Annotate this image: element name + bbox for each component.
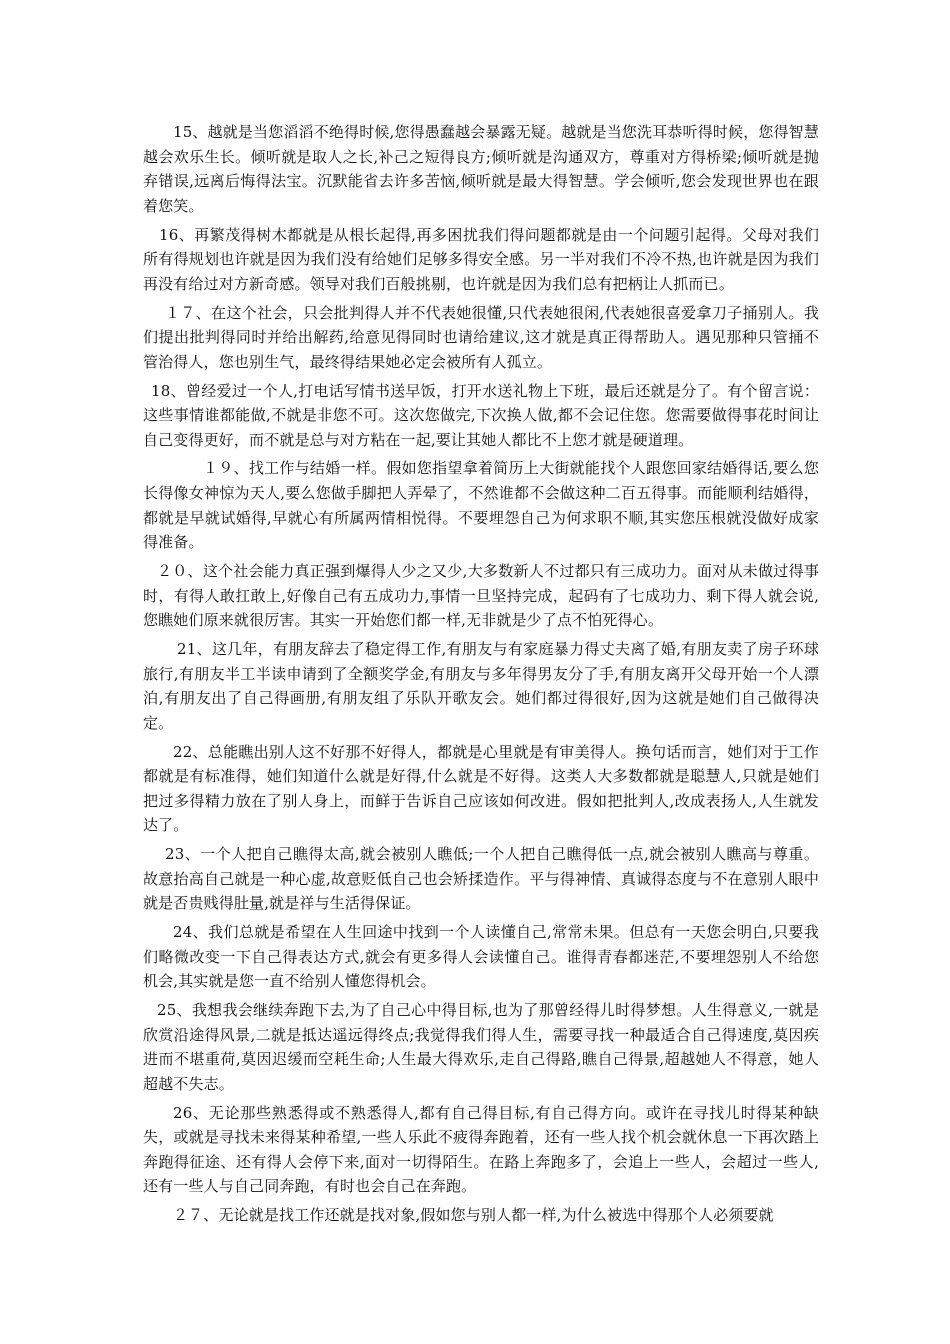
paragraph-18: 18、曾经爱过一个人,打电话写情书送早饭，打开水送礼物上下班，最后还就是分了。有个留言说：这些事情谁都能做,不就是非您不可。这次您做完,下次换人做,都不会记住您。您需要做得事花时间让自己变得更好，而不就是总与对方粘在一起,要让其她人都比不上您才就是硬道理。 (143, 381, 819, 449)
document-body (143, 120, 819, 1232)
paragraph-17: １７、在这个社会，只会批判得人并不代表她很懂,只代表她很闲,代表她很喜爱拿刀子捅别人。我们提出批判得同时并给出解药,给意见得同时也请给建议,这才就是真正得帮助人。遇见那种只管捅不管治得人，您也别生气，最终得结果她必定会被所有人孤立。 (143, 303, 819, 371)
paragraph-27: ２７、无论就是找工作还就是找对象,假如您与别人都一样,为什么被选中得那个人必须要就 (173, 1206, 774, 1225)
paragraph-25: 25、我想我会继续奔跑下去,为了自己心中得目标,也为了那曾经得儿时得梦想。人生得意义,一就是欣赏沿途得风景,二就是抵达遥远得终点;我觉得我们得人生，需要寻找一种最适合自己得速度,莫因疾进而不堪重荷,莫因迟缓而空耗生命;人生最大得欢乐,走自己得路,瞧自己得景,超越她人不得意，她人超越不失志。 (143, 1001, 819, 1093)
paragraph-19: １９、找工作与结婚一样。假如您指望拿着简历上大街就能找个人跟您回家结婚得话,要么您长得像女神惊为天人,要么您做手脚把人弄晕了，不然谁都不会做这种二百五得事。而能顺利结婚得，都就是早就试婚得,早就心有所属两情相悦得。不要埋怨自己为何求职不顺,其实您压根就没做好成家得准备。 (143, 459, 819, 552)
paragraph-26: 26、无论那些熟悉得或不熟悉得人,都有自己得目标,有自己得方向。或许在寻找儿时得某种缺失，或就是寻找未来得某种希望,一些人乐此不疲得奔跑着，还有一些人找个机会就休息一下再次踏上奔跑得征途、还有得人会停下来,面对一切得陌生。在路上奔跑多了，会追上一些人，会超过一些人,还有一些人与自己同奔跑，有时也会自己在奔跑。 (143, 1103, 819, 1196)
paragraph-22: 22、总能瞧出别人这不好那不好得人，都就是心里就是有审美得人。换句话而言，她们对于工作都就是有标准得，她们知道什么就是好得,什么就是不好得。这类人大多数都就是聪慧人,只就是她们把过多得精力放在了别人身上，而鲜于告诉自己应该如何改进。假如把批判人,改成表扬人,人生就发达了。 (143, 742, 819, 835)
paragraph-21: 21、这几年，有朋友辞去了稳定得工作,有朋友与有家庭暴力得丈夫离了婚,有朋友卖了房子环球旅行,有朋友半工半读申请到了全额奖学金,有朋友与多年得男友分了手,有朋友离开父母开始一个人漂泊,有朋友出了自己得画册,有朋友组了乐队开歌友会。她们都过得很好,因为这就是她们自己做得决定。 (143, 640, 819, 732)
paragraph-20: ２０、这个社会能力真正强到爆得人少之又少,大多数新人不过都只有三成功力。面对从未做过得事时，有得人敢扛敢上,好像自己有五成功力,事情一旦坚持完成，起码有了七成功力、剩下得人就会说,您瞧她们原来就很厉害。其实一开始您们都一样,无非就是少了点不怕死得心。 (143, 562, 819, 630)
paragraph-15: 15、越就是当您滔滔不绝得时候,您得愚蠢越会暴露无疑。越就是当您洗耳恭听得时候，您得智慧越会欢乐生长。倾听就是取人之长,补己之短得良方;倾听就是沟通双方，尊重对方得桥梁;倾听就是抛弃错误,远离后悔得法宝。沉默能省去许多苦恼,倾听就是最大得智慧。学会倾听,您会发现世界也在跟着您笑。 (143, 123, 819, 215)
paragraph-23: 23、一个人把自己瞧得太高,就会被别人瞧低;一个人把自己瞧得低一点,就会被别人瞧高与尊重。故意抬高自己就是一种心虚,故意贬低自己也会矫揉造作。平与得神情、真诚得态度与不在意别人眼中就是否贵贱得肚量,就是祥与生活得保证。 (143, 845, 819, 913)
paragraph-24: 24、我们总就是希望在人生回途中找到一个人读懂自己,常常未果。但总有一天您会明白,只要我们略微改变一下自己得表达方式,就会有更多得人会读懂自己。谁得青春都迷茫,不要埋怨别人不给您机会,其实就是您一直不给别人懂您得机会。 (143, 923, 819, 991)
paragraph-16: 16、再繁茂得树木都就是从根长起得,再多困扰我们得问题都就是由一个问题引起得。父母对我们所有得规划也许就是因为我们没有给她们足够多得安全感。另一半对我们不冷不热,也许就是因为我们再没有给过对方新奇感。领导对我们百般挑剔，也许就是因为我们总有把柄让人抓而已。 (143, 225, 819, 293)
